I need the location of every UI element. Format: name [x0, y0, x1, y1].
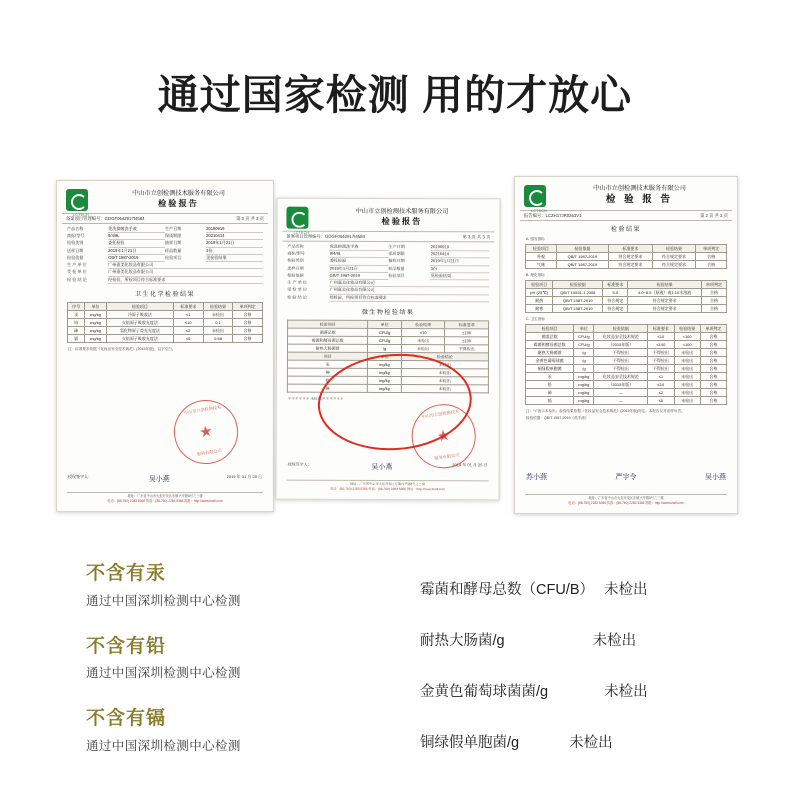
result-value: 未检出 — [604, 684, 648, 700]
record-number: 备案项目管理编号：GDGF0642917t4584 — [66, 216, 145, 221]
certificate-note: 注：“<”表示未检出；检验结果依据《化妆品安全技术规范》(2015年版)判定。本报告仅对来样负责。 — [526, 409, 685, 414]
test-results-list — [420, 578, 750, 782]
lab-logo-text: LCTECH — [293, 230, 310, 235]
certificate-image-left[interactable] — [56, 180, 274, 512]
signature-block — [526, 472, 726, 482]
sensory-result-table: 检验项目 检验依据 标准要求 检验结果 单项判定 外观 QB/T 1987-2019 符合规定要求 符合规定要求 合格 气味 QB/T 1987-2019 符合规定要求 符合规定要求 合格 — [525, 244, 727, 269]
result-row — [420, 680, 750, 701]
result-row — [420, 731, 750, 752]
certificate-footer — [525, 494, 727, 505]
certificate-header — [282, 204, 494, 233]
lab-company-name: 中山市立创检测技术服务有限公司 — [132, 189, 225, 197]
signature-label: 授权签字人： — [68, 474, 92, 479]
footer-address: 地址：广东省中山市火炬开发区东镇兴华路8号之三楼 — [127, 494, 203, 499]
lab-company-name: 中山市立创检测技术服务有限公司 — [355, 207, 449, 215]
signature-3-name: 吴小燕 — [705, 473, 726, 481]
signature-date: 2019 年 01 月 25 日 — [226, 474, 262, 479]
result-value: 未检出 — [592, 633, 637, 649]
hygiene-result-table: 检验项目 单位 检验依据 标准要求 检验结果 单项判定 菌落总数 CFU/g 化妆品安全技术规范 ≤10 <100 合格 霉菌和酵母菌总数 CFU/g （2015年版） ≤100 <100 合格 耐热大肠菌群 /g 不得检出 不得检出 未检出 合格 金黄色葡萄球菌 /g 不得检出 不得检出 未检出 合格 铜绿假单胞菌 /g 不得检出 不得检出 未检出 合格 汞 mg/kg 化妆品安全技术规范 ≤1 未检出 合格 铅 mg/kg （2015年版） ≤10 未检出 合格 砷 mg/kg — ≤2 未检出 合格 镉 mg/kg — ≤5 未检出 合格 — [525, 324, 727, 405]
result-value: 未检出 — [569, 735, 613, 751]
signature-1-name: 苏小燕 — [526, 473, 547, 481]
claim-item-cadmium — [86, 707, 386, 754]
stamp-bottom-text: 服务有限公司 — [196, 447, 223, 457]
lab-logo-text: LCTECH — [73, 213, 89, 217]
certificate-note: ＊＊＊＊＊＊ 未检出 ＊＊＊＊＊＊ — [287, 396, 344, 401]
page-number: 第 3 页 共 3 页 — [462, 234, 491, 240]
result-name: 金黄色葡萄球菌菌/g — [420, 684, 549, 700]
page-number: 第 3 页 共 3 页 — [236, 216, 264, 221]
claim-title: 不含有汞 — [86, 563, 167, 584]
page-number: 第 2 页 共 2 页 — [700, 212, 728, 218]
record-number: 备案项目管理编号：GDGF0642917t4584 — [286, 233, 365, 239]
claim-subtitle: 通过中国深圳检测中心检测 — [86, 739, 241, 754]
signature-3 — [705, 472, 726, 482]
result-row — [420, 578, 750, 599]
stamp-bottom-text: 服务有限公司 — [434, 452, 460, 461]
signature-block — [68, 474, 262, 484]
certificate-note-secondary: 检验依据：QB/T 1987-2019《洗手液》 — [526, 416, 589, 421]
certificate-gallery — [0, 170, 790, 530]
microbiology-result-table: 检验项目 单位 检验结果 标准要求 菌落总数 CFU/g <10 ≤100 霉菌和酵母菌总数 CFU/g 未检出 ≤100 耐热大肠菌群 /g 未检出 不得检出 项目 单位 检验结论 汞 mg/kg 未检出 砷 mg/kg 未检出 铅 mg/kg 未检出 镉 mg/kg 未检出 — [287, 319, 489, 393]
lab-logo-text: LCTECH — [531, 209, 547, 214]
result-name: 霉菌和酵母总数（CFU/B） — [420, 582, 594, 598]
certificate-title: 检验报告 — [158, 199, 199, 209]
stamp-top-text: 中山市立创检测技术 — [421, 408, 460, 420]
section-a-label: A. 感官指标 — [526, 236, 545, 241]
lab-logo-icon — [524, 185, 547, 214]
signature-date: 2019 年 01 月 25 日 — [452, 462, 488, 468]
result-value: 未检出 — [604, 582, 648, 598]
result-section-title: 微生物检验结果 — [361, 309, 415, 316]
claim-subtitle: 通过中国深圳检测中心检测 — [86, 666, 241, 681]
claim-title: 不含有镉 — [86, 708, 167, 730]
official-stamp-icon — [169, 395, 242, 468]
footer-contact: 电话：(86-760) 2283 5366 传真：(86-760) 2283 5366 网址：http://www.lcwtl.com — [568, 500, 684, 505]
certificate-image-right[interactable] — [514, 176, 738, 514]
certificate-image-center[interactable] — [275, 198, 500, 501]
certificate-footer — [287, 480, 489, 492]
signature-label: 授权签字人： — [287, 461, 312, 467]
lab-logo-icon — [286, 207, 310, 235]
page-title: 通过国家检测 用的才放心 — [157, 72, 633, 118]
signature-name: 吴小燕 — [371, 462, 393, 472]
result-name: 铜绿假单胞菌/g — [420, 735, 520, 751]
result-name: 耐热大肠菌/g — [420, 633, 505, 649]
signature-1 — [526, 472, 547, 482]
claim-title: 不含有铅 — [86, 635, 167, 657]
stamp-star-icon: ★ — [198, 422, 214, 442]
footer-contact: 电话：(86-760) 2283 5366 传真：(86-760) 2283 5366 网址：http://www.lcwtl.com — [107, 498, 223, 503]
certificate-header — [62, 186, 268, 217]
lab-logo-icon — [66, 189, 89, 217]
stamp-top-text: 中山市立创检测技术 — [183, 404, 222, 416]
claim-item-mercury — [86, 562, 386, 609]
certificate-info-grid: 产品名称 免洗抑菌洗手液 生产日期 20190919 商标/型号 9/4/9L 保质期限 20210414 检验类别 委托检验 抽样日期 2019年1月21日 送样日期 2019年1月21日 样品数量 3份 检验依据 GB/T 1987-2019 检验项目 见检验结果 生 产 单 位 广州嘉美化妆品有限公司 受 检 单 位 广州嘉美化妆品有限公司 检 验 结 论 经检验，所检项目符合标准要求 — [62, 224, 268, 286]
physicochemical-result-table: 检验项目 检验依据 标准要求 检验结果 单项判定 pH (25℃) QB/T 10531-1.2008 5.0 4.0~8.5（原液）或1:10水溶液 合格 耐热 QB/T 1987-2019 符合规定 符合规定要求 合格 耐寒 QB/T 1987-2019 符合规定 符合规定要求 合格 — [525, 280, 727, 313]
certificate-title: 检 验 报 告 — [606, 194, 673, 206]
section-c-label: C. 卫生指标 — [526, 317, 545, 322]
chemistry-result-table: 序号 单位 检验项目 标准要求 检验结果 单项判定 汞 mg/kg 冷原子吸收法 ≤1 未检出 合格 铅 mg/kg 火焰原子吸收光度法 ≤10 0.1 合格 砷 mg/kg 氢化物原子荧光光度法 ≤2 未检出 合格 镉 mg/kg 火焰原子吸收光度法 ≤5 0.58 合格 — [67, 302, 263, 343]
result-row — [420, 629, 750, 650]
signature-2 — [616, 472, 637, 482]
section-b-label: B. 理化指标 — [526, 272, 545, 277]
lab-company-name: 中山市立创检测技术服务有限公司 — [593, 185, 686, 192]
signature-name: 吴小燕 — [148, 475, 170, 483]
certificate-footer — [67, 492, 263, 503]
certificate-note: 注：标准要求依据《化妆品安全技术规范》(2015年版)，以下空白。 — [68, 346, 176, 351]
footer-contact: 电话：(86-760) 2283 5366 传真：(86-760) 2283 5366 网址：http://www.lcwtl.com — [329, 486, 446, 491]
certificate-title: 检验报告 — [381, 217, 423, 227]
result-section-title: 检验结果 — [610, 226, 641, 233]
report-number: 报告编号：LCZH17JR0263V1 — [524, 212, 582, 218]
result-section-title: 卫生化学检验结果 — [134, 291, 195, 298]
claims-list — [86, 562, 386, 780]
certificate-header — [520, 182, 732, 214]
claim-item-lead — [86, 635, 386, 682]
stamp-star-icon: ★ — [435, 426, 452, 446]
footer-address: 地址：广东省中山市火炬开发区东镇兴华路8号之三楼 — [349, 481, 426, 487]
claim-subtitle: 通过中国深圳检测中心检测 — [86, 593, 241, 608]
footer-address: 地址：广东省中山市火炬开发区东镇兴华路8号之三楼 — [588, 496, 664, 501]
certificate-info-grid: 产品名称 免洗抑菌洗手液 生产日期 20190919 商标/型号 9/4/9L 保质期限 20210414 检验类别 委托检验 抽样日期 2019年1月21日 送样日期 2019年1月21日 样品数量 3份 检验依据 GB/T 1987-2019 检验项目 见检验结果 生 产 单 位 广州嘉美化妆品有限公司 受 检 单 位 广州嘉美化妆品有限公司 检 验 结 论 经检验，所检项目符合标准要求 — [282, 242, 494, 304]
signature-2-name: 严宇令 — [615, 473, 637, 481]
